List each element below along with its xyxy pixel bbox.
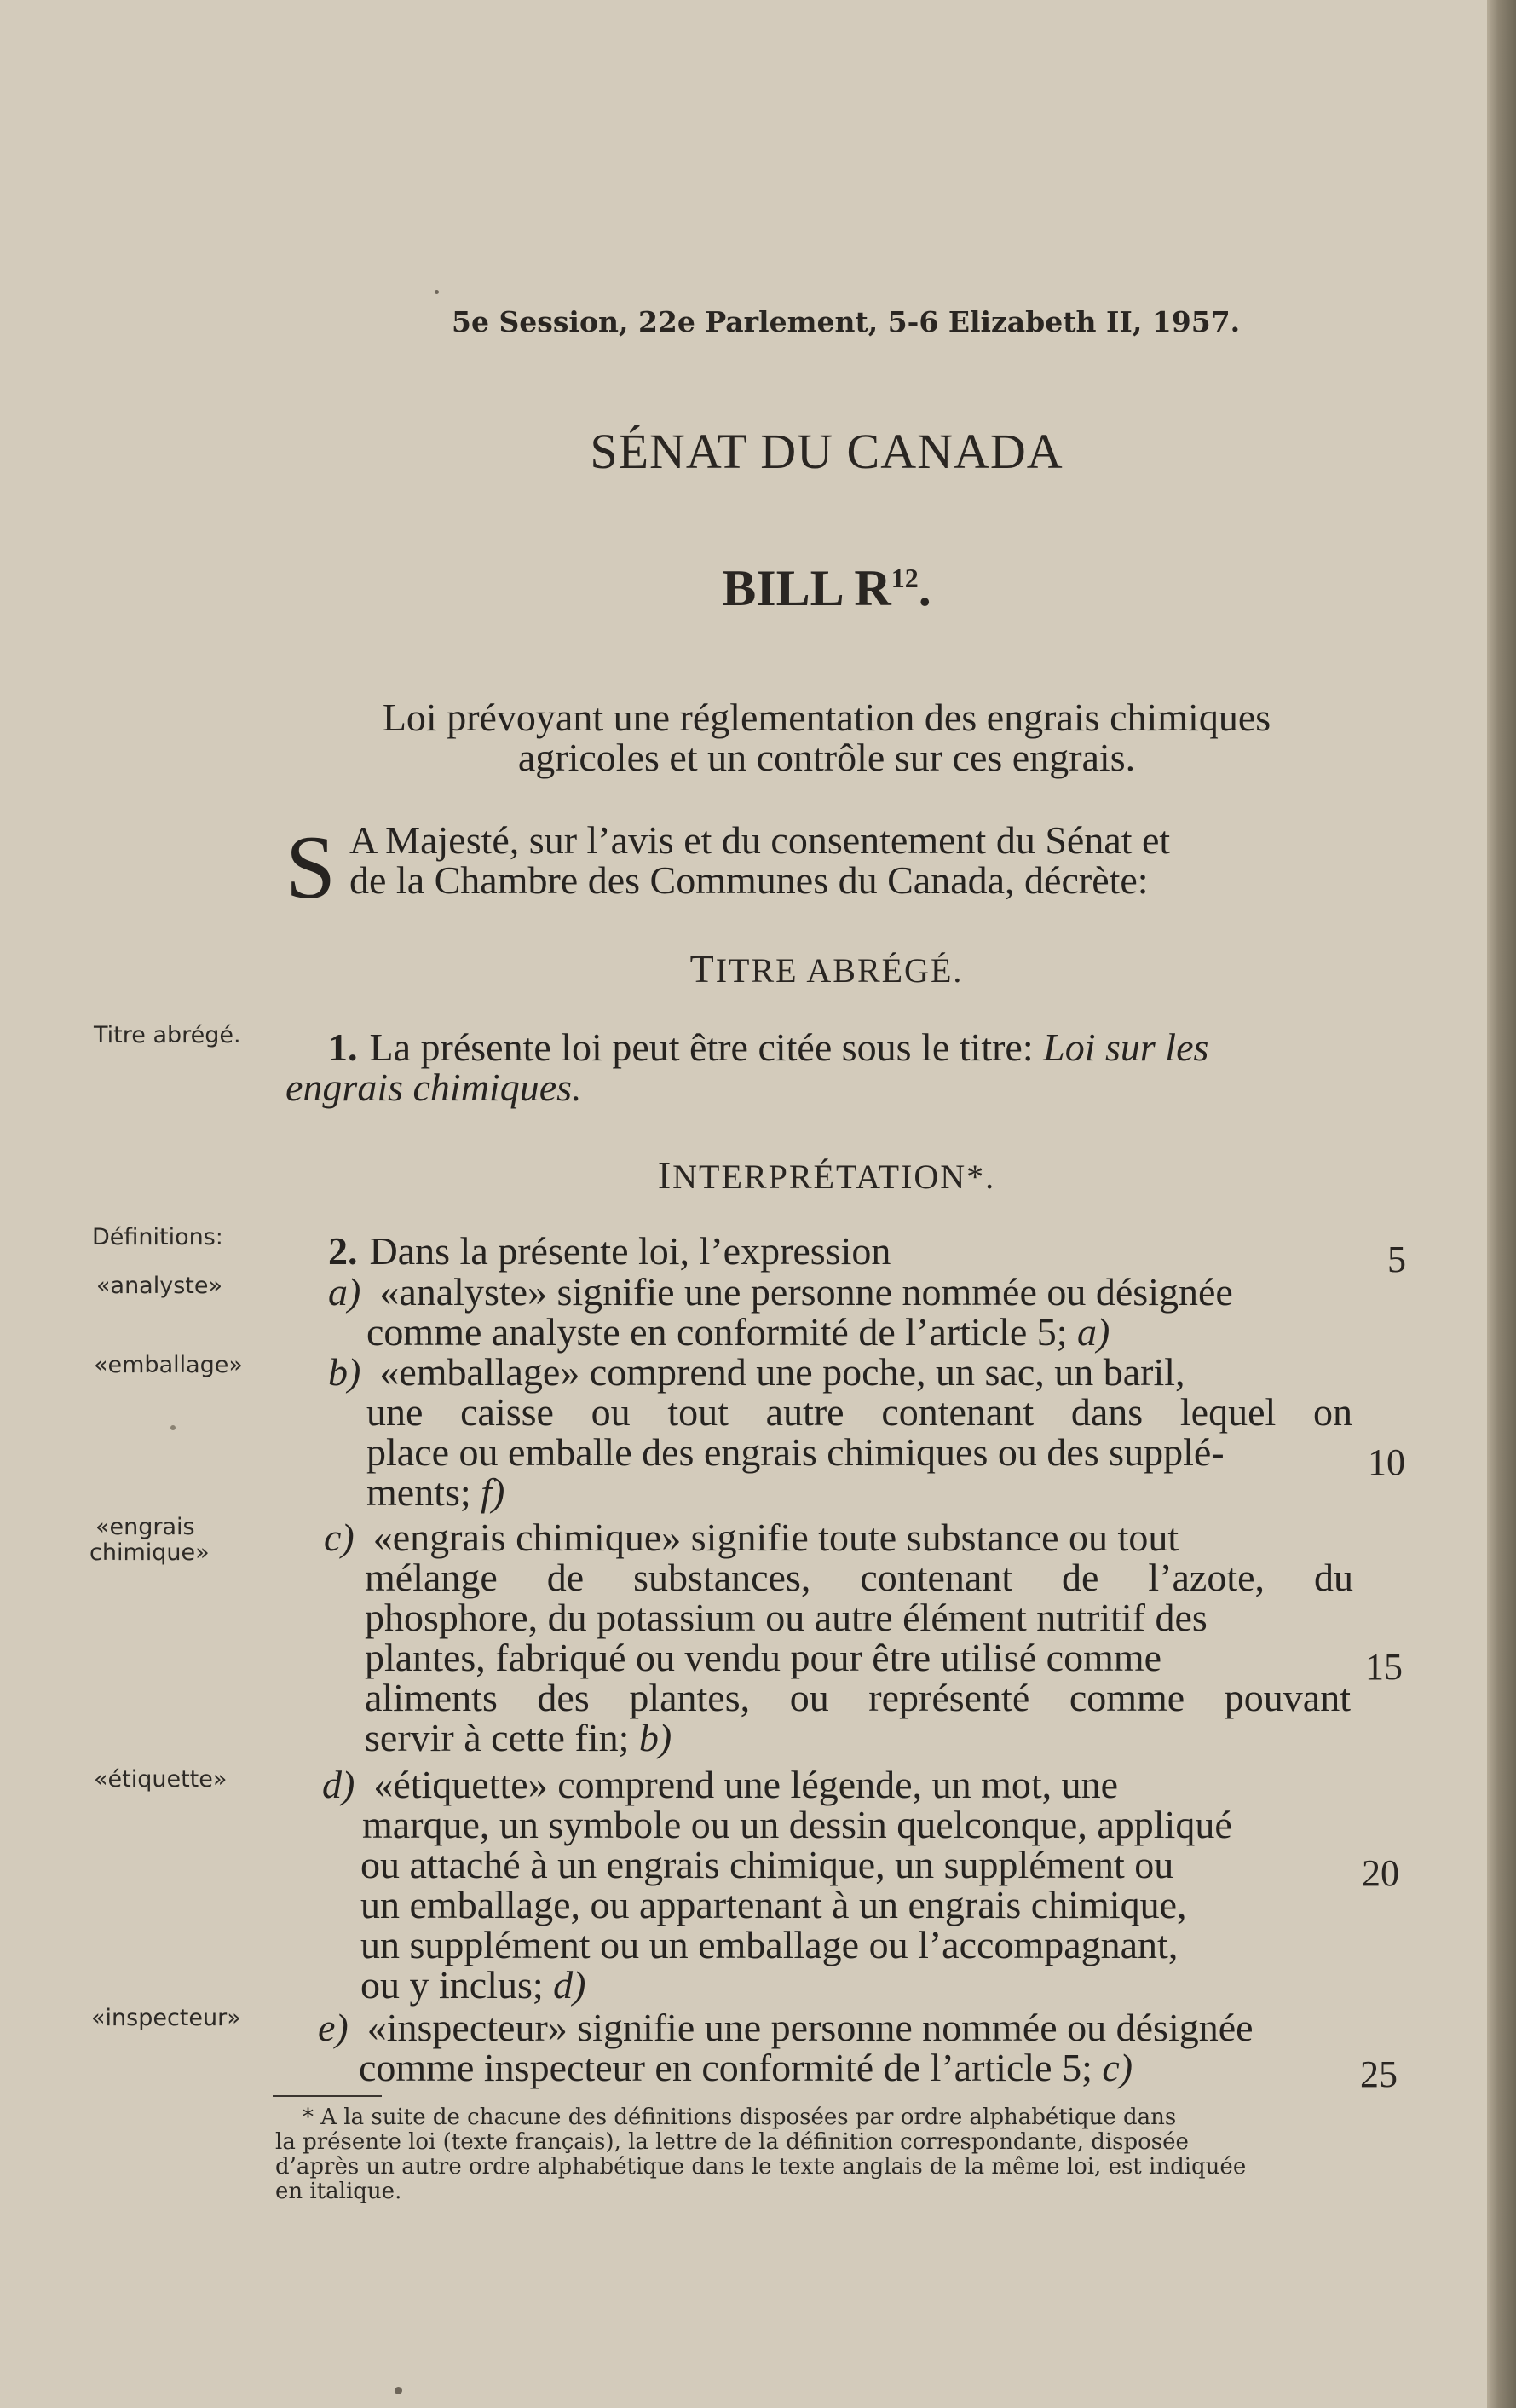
print-speck [170, 1425, 176, 1430]
def-d-label: d) [322, 1763, 355, 1806]
section-1-number: 1. [328, 1025, 358, 1069]
footnote-line2: la présente loi (texte français), la lettre de la définition correspondante, disposée [275, 2129, 1189, 2155]
print-speck [395, 2387, 402, 2394]
def-c-line6: servir à cette fin; b) [365, 1716, 672, 1759]
enacting-line1: A Majesté, sur l’avis et du consentement du Sénat et [349, 818, 1171, 862]
margin-note-engrais-1: «engrais [95, 1514, 195, 1540]
def-d-line1: d) «étiquette» comprend une légende, un mot, une [322, 1763, 1119, 1806]
def-e-label: e) [318, 2006, 349, 2049]
def-a-label: a) [328, 1270, 361, 1314]
line-number-5: 5 [1387, 1239, 1406, 1280]
print-speck [435, 290, 439, 294]
def-b-line1: b) «emballage» comprend une poche, un sac, un baril, [328, 1350, 1185, 1394]
margin-note-engrais-2: chimique» [89, 1539, 210, 1566]
session-line: 5e Session, 22e Parlement, 5-6 Elizabeth II, 1957. [452, 305, 1241, 338]
margin-note-analyste: «analyste» [96, 1273, 222, 1299]
def-b-line3: place ou emballe des engrais chimiques ou des supplé- [366, 1430, 1225, 1474]
line-number-10: 10 [1368, 1441, 1405, 1483]
bill-number: 12 [891, 563, 919, 593]
long-title-line1: Loi prévoyant une réglementation des engrais chimiques [382, 696, 1271, 739]
def-c-line1: c) «engrais chimique» signifie toute substance ou tout [324, 1516, 1179, 1559]
def-d-line5: un supplément ou un emballage ou l’accompagnant, [360, 1923, 1179, 1966]
page-edge-shadow [1487, 0, 1516, 2408]
bill-label: BILL R [722, 560, 891, 616]
def-b-line2: une caisse ou tout autre contenant dans lequel on [366, 1390, 1352, 1434]
footnote-line1: * A la suite de chacune des définitions disposées par ordre alphabétique dans [303, 2105, 1177, 2130]
drop-cap: S [285, 817, 336, 917]
section-1-line1: 1. La présente loi peut être citée sous le titre: Loi sur les [328, 1025, 1209, 1069]
def-c-label: c) [324, 1516, 355, 1559]
def-d-line2: marque, un symbole ou un dessin quelconque, appliqué [362, 1803, 1232, 1846]
def-a-line2: comme analyste en conformité de l’article 5; a) [366, 1310, 1110, 1354]
def-a-line1: a) «analyste» signifie une personne nommée ou désignée [328, 1270, 1233, 1314]
section-1-line2: engrais chimiques. [285, 1065, 582, 1109]
footnote-line4: en italique. [275, 2179, 402, 2204]
heading-short-title: TITRE ABRÉGÉ. [689, 947, 964, 990]
def-d-line4: un emballage, ou appartenant à un engrais chimique, [360, 1883, 1187, 1926]
def-e-line2: comme inspecteur en conformité de l’article 5; c) [359, 2046, 1133, 2089]
def-b-line4: ments; f) [366, 1470, 505, 1514]
line-number-25: 25 [1360, 2053, 1398, 2095]
margin-note-etiquette: «étiquette» [94, 1766, 228, 1793]
margin-note-inspecteur: «inspecteur» [91, 2005, 241, 2031]
def-e-line1: e) «inspecteur» signifie une personne nommée ou désignée [318, 2006, 1254, 2049]
line-number-15: 15 [1365, 1646, 1403, 1688]
heading-interpretation: INTERPRÉTATION*. [657, 1153, 996, 1197]
def-c-line2: mélange de substances, contenant de l’azote, du [365, 1556, 1353, 1599]
bill-title [0, 559, 1516, 618]
long-title [0, 697, 1516, 777]
def-c-line3: phosphore, du potassium ou autre élément nutritif des [365, 1596, 1208, 1639]
section-2-intro: 2. Dans la présente loi, l’expression [328, 1229, 891, 1273]
section-2-number: 2. [328, 1229, 358, 1273]
def-c-line4: plantes, fabriqué ou vendu pour être utilisé comme [365, 1636, 1162, 1679]
chamber-title: SÉNAT DU CANADA [590, 424, 1064, 479]
def-b-label: b) [328, 1350, 361, 1394]
long-title-line2: agricoles et un contrôle sur ces engrais. [517, 736, 1136, 779]
bill-period: . [918, 560, 931, 616]
margin-note-emballage: «emballage» [94, 1352, 243, 1378]
footnote-line3: d’après un autre ordre alphabétique dans le texte anglais de la même loi, est indiquée [275, 2154, 1247, 2180]
line-number-20: 20 [1362, 1852, 1399, 1894]
footnote-rule [273, 2095, 382, 2097]
margin-note-short-title: Titre abrégé. [94, 1022, 241, 1048]
def-c-line5: aliments des plantes, ou représenté comme pouvant [365, 1676, 1351, 1719]
def-d-line6: ou y inclus; d) [360, 1963, 586, 2007]
margin-note-definitions: Définitions: [92, 1224, 223, 1250]
def-d-line3: ou attaché à un engrais chimique, un supplément ou [360, 1843, 1174, 1886]
enacting-line2: de la Chambre des Communes du Canada, décrète: [349, 858, 1149, 902]
